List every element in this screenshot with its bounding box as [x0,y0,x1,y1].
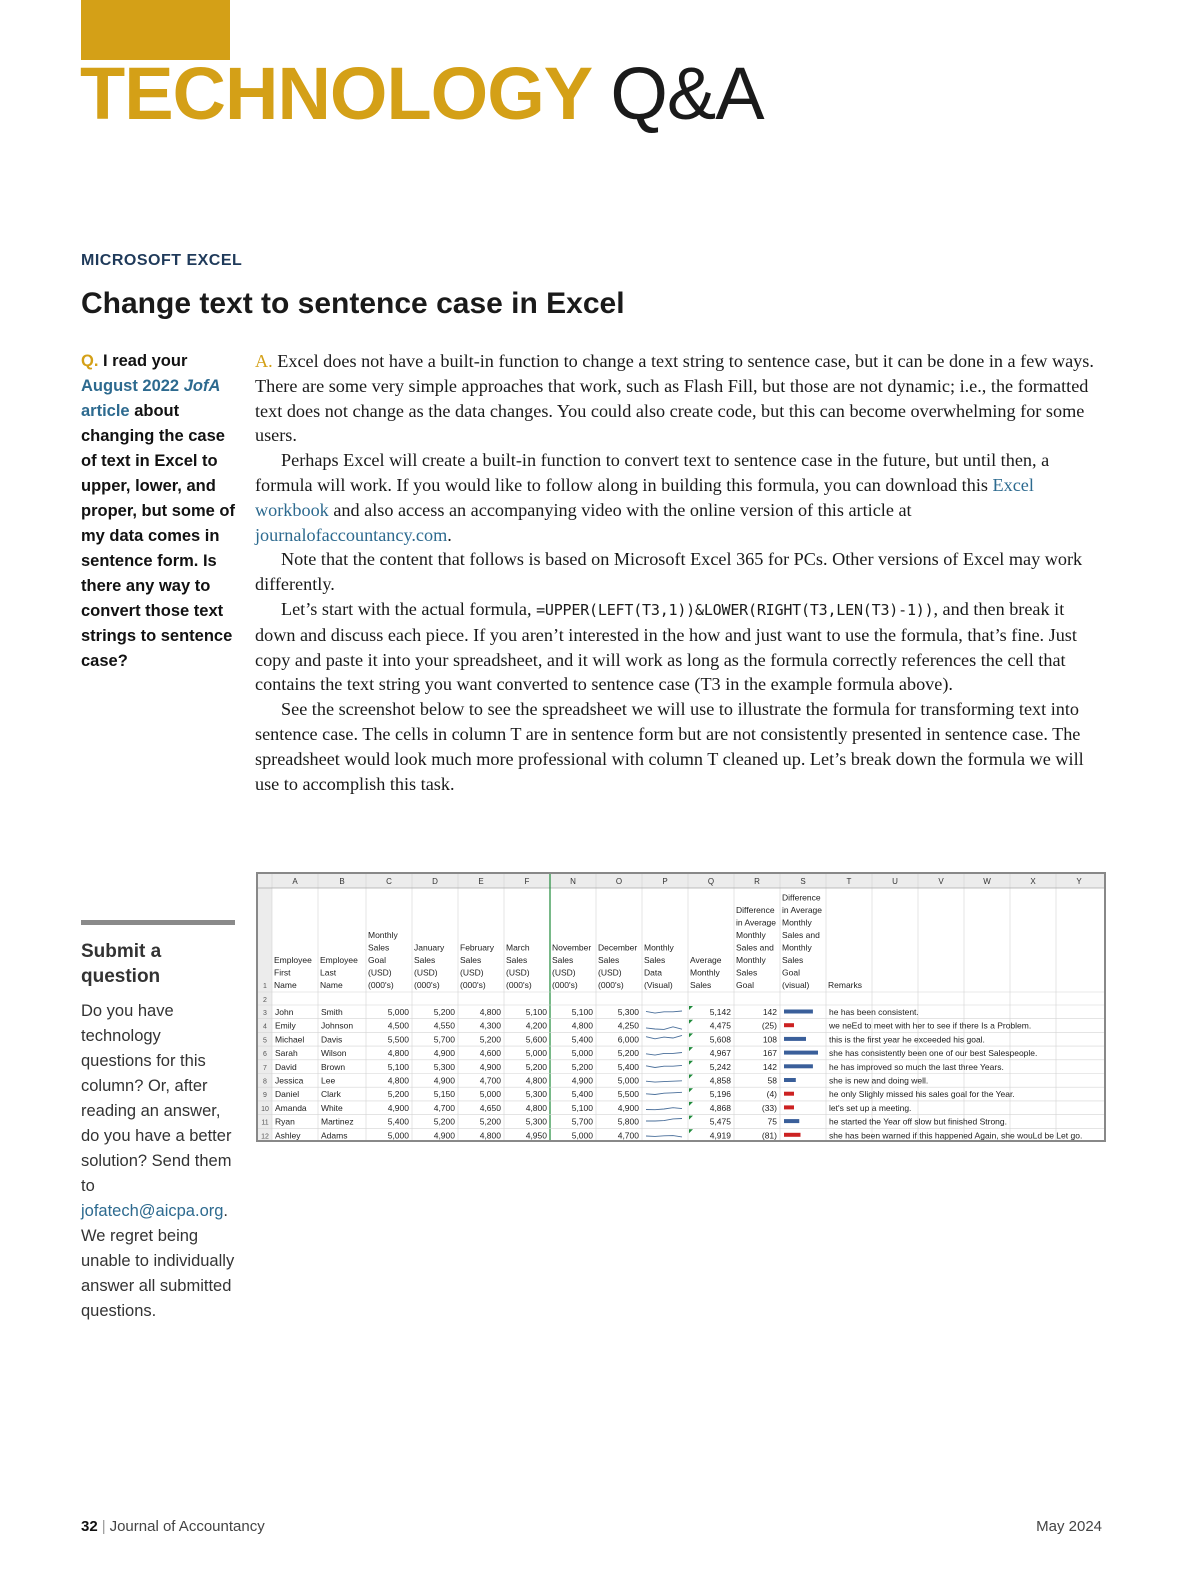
cell-diff: (33) [761,1102,777,1113]
sparkline [646,1035,682,1038]
header-label: March [506,942,530,953]
cell-jan: 4,700 [433,1102,455,1113]
header-label: Sales and [736,942,774,953]
cell-nov: 5,100 [571,1007,593,1017]
cell-last-name: Martinez [321,1116,354,1127]
cell-feb: 4,800 [479,1007,501,1017]
row-number: 5 [263,1037,267,1045]
column-header-bar [258,874,1104,888]
cell-last-name: Lee [321,1075,336,1086]
cell-dec: 4,900 [617,1102,639,1113]
row-number: 1 [263,983,267,990]
data-bar [784,1010,813,1014]
answer-paragraph-4 [255,597,1103,697]
column-letter-Y: Y [1076,877,1082,886]
error-indicator [689,1075,693,1079]
column-letter-E: E [478,877,484,886]
cell-feb: 4,300 [479,1020,501,1031]
column-letter-Q: Q [707,877,715,886]
column-letter-D: D [432,877,438,886]
column-letter-B: B [339,877,345,886]
cell-mar: 5,300 [525,1089,547,1100]
cell-avg: 5,475 [709,1116,731,1127]
cell-first-name: Sarah [275,1048,298,1059]
cell-remark: we neEd to meet with her to see if there Is a Problem. [829,1020,1032,1031]
submit-question-sidebar [81,920,235,1324]
cell-last-name: Clark [321,1089,341,1100]
sidebar-body-text: Do you have technology questions for this column? Or, after reading an answer, do you have a better solution? Send them to [81,1002,232,1195]
column-letter-F: F [524,877,530,886]
column-letter-T: T [846,877,852,886]
header-label: Sales [690,980,712,990]
cell-dec: 5,300 [617,1007,639,1017]
error-indicator [689,1102,693,1106]
cell-diff: (25) [761,1020,777,1031]
link-part-article: article [81,402,130,420]
header-label: Monthly [368,930,398,940]
error-indicator [689,1088,693,1092]
cell-mar: 4,200 [525,1020,547,1031]
header-label: Goal [368,955,386,965]
header-label: Sales [736,967,758,978]
header-label: Sales [644,955,666,965]
column-letter-R: R [754,877,760,886]
answer-paragraph-1-text: Excel does not have a built-in function to change a text string to sentence case, but it can be done in a few ways. There are some very simple approaches that work, such as Flash Fill, but those are not dynamic; i.e., the formatted text does not change as the data changes. You could also create code, but this can become overwhelming for some users. [255,351,1094,446]
cell-feb: 5,000 [479,1089,501,1100]
sidebar-body [81,999,235,1324]
header-label: Last [320,967,337,978]
header-label: Monthly [782,917,812,928]
question-text-lead: I read your [103,352,188,370]
cell-first-name: Emily [275,1020,296,1031]
cell-avg: 4,858 [709,1075,731,1086]
link-part-journal: JofA [183,377,221,395]
cell-goal: 4,800 [387,1048,409,1059]
column-letter-U: U [892,877,898,886]
cell-feb: 4,600 [479,1048,501,1059]
answer-paragraph-1 [255,349,1103,448]
cell-remark: she has consistently been one of our best Salespeople. [829,1048,1038,1059]
masthead-qa: Q&A [610,52,764,135]
sidebar-title: Submit a question [81,941,162,987]
column-letter-S: S [800,877,806,886]
header-label: Average [690,955,722,965]
answer-paragraph-2-end: . [447,524,452,545]
cell-remark: he only Slighly missed his sales goal for the Year. [829,1089,1015,1100]
cell-first-name: Ryan [275,1116,295,1127]
cell-dec: 5,200 [617,1048,639,1059]
header-label: Difference [736,905,775,915]
cell-mar: 5,300 [525,1116,547,1127]
header-label: Data [644,967,662,978]
sparkline [646,1136,682,1137]
column-letter-O: O [615,877,623,886]
header-label: in Average [782,905,823,915]
cell-first-name: Jessica [275,1075,304,1086]
data-bar [784,1092,794,1096]
cell-mar: 5,000 [525,1048,547,1059]
data-bar [784,1078,796,1082]
row-number: 11 [261,1119,269,1127]
cell-diff: (4) [766,1089,777,1100]
sparkline [646,1092,682,1094]
cell-nov: 5,100 [571,1102,593,1113]
footer-left [81,1518,265,1535]
cell-diff: 58 [767,1075,777,1086]
cell-jan: 4,900 [433,1130,455,1140]
cell-nov: 5,000 [571,1130,593,1140]
cell-remark: he has improved so much the last three Years. [829,1061,1004,1072]
header-label: (USD) [460,967,484,978]
header-label: (USD) [506,967,530,978]
header-label: in Average [736,917,777,928]
header-label: First [274,967,291,978]
row-header-bar [258,874,272,1140]
header-label: (visual) [782,980,810,990]
masthead [80,54,764,134]
header-label: (USD) [368,967,392,978]
cell-dec: 5,000 [617,1075,639,1086]
cell-remark: he has been consistent. [829,1007,919,1017]
cell-avg: 5,142 [709,1007,731,1017]
sparkline [646,1108,682,1110]
cell-jan: 4,900 [433,1075,455,1086]
sparkline [646,1119,682,1122]
header-label: Employee [320,955,358,965]
row-number: 3 [263,1010,267,1017]
cell-mar: 5,600 [525,1034,547,1045]
cell-feb: 5,200 [479,1034,501,1045]
cell-goal: 4,800 [387,1075,409,1086]
header-label: (000's) [460,980,486,990]
error-indicator [689,1129,693,1133]
header-label: Difference [782,892,821,903]
cell-dec: 4,250 [617,1020,639,1031]
cell-avg: 4,475 [709,1020,731,1031]
cell-nov: 4,900 [571,1075,593,1086]
cell-jan: 5,700 [433,1034,455,1045]
cell-jan: 5,150 [433,1089,455,1100]
header-label: Sales [506,955,528,965]
data-bar [784,1119,799,1123]
header-label: (000's) [506,980,532,990]
error-indicator [689,1006,693,1010]
cell-goal: 5,500 [387,1034,409,1045]
cell-dec: 4,700 [617,1130,639,1140]
cell-remark: this is the first year he exceeded his goal. [829,1034,985,1045]
column-letter-C: C [386,877,392,886]
cell-diff: 167 [762,1048,777,1059]
cell-nov: 5,000 [571,1048,593,1059]
header-label: Monthly [736,930,766,940]
header-label: December [598,942,638,953]
cell-jan: 4,550 [433,1020,455,1031]
data-bar [784,1133,800,1137]
cell-diff: 142 [762,1007,777,1017]
error-indicator [689,1061,693,1065]
cell-goal: 5,000 [387,1130,409,1140]
cell-first-name: Michael [275,1034,305,1045]
link-part-date: August 2022 [81,377,180,395]
cell-goal: 4,900 [387,1102,409,1113]
row-number: 12 [261,1133,269,1140]
cell-avg: 5,242 [709,1061,731,1072]
header-label: (USD) [414,967,438,978]
cell-nov: 5,400 [571,1089,593,1100]
sidebar-body-text-b: . We regret being unable to individually answer all submitted questions. [81,1202,235,1320]
header-label: Sales [598,955,620,965]
spreadsheet-screenshot [256,872,1106,1142]
header-label: Monthly [690,967,720,978]
cell-last-name: Smith [321,1007,343,1017]
header-label: February [460,942,495,953]
header-label: (Visual) [644,980,673,990]
column-letter-W: W [983,877,991,886]
row-number: 9 [263,1092,267,1100]
cell-feb: 4,650 [479,1102,501,1113]
cell-mar: 4,800 [525,1102,547,1113]
data-bar [784,1105,794,1109]
error-indicator [689,1047,693,1051]
cell-nov: 5,400 [571,1034,593,1045]
header-label: Sales [368,942,390,953]
sparkline [646,1053,682,1056]
cell-remark: let's set up a meeting. [829,1102,912,1113]
answer-paragraph-5: See the screenshot below to see the spreadsheet we will use to illustrate the formula for transforming text into sentence case. The cells in column T are in sentence form but are not consistently presented in sentence case. The spreadsheet would look much more professional with column T cleaned up. Let’s break down the formula we will use to accomplish this task. [255,699,1084,794]
cell-diff: 142 [762,1061,777,1072]
sparkline [646,1011,682,1013]
cell-goal: 5,000 [387,1007,409,1017]
masthead-technology: TECHNOLOGY [80,52,591,135]
answer-paragraph-4-text-b: , and then break it down and discuss each piece. If you aren’t interested in the how and just want to use the formula, that’s fine. Just copy and paste it into your spreadsheet, and it will work as long as the formula correctly references the cell that contains the text string you want converted to sentence case (T3 in the example formula above). [255,598,1077,695]
cell-dec: 5,500 [617,1089,639,1100]
cell-goal: 5,200 [387,1089,409,1100]
cell-goal: 5,400 [387,1116,409,1127]
cell-diff: 75 [767,1116,777,1127]
header-label: Name [320,980,343,990]
cell-remark: she has been warned if this happened Again, she wouLd be Let go. [829,1130,1083,1140]
header-label: (000's) [552,980,578,990]
cell-nov: 5,700 [571,1116,593,1127]
cell-avg: 4,868 [709,1102,731,1113]
answer-paragraph-2-text: Perhaps Excel will create a built-in function to convert text to sentence case in the future, but until then, a formula will work. If you would like to follow along in building this formula, you can download this [255,450,1050,495]
header-label: Sales [552,955,574,965]
answer-paragraph-2-text-b: and also access an accompanying video with the online version of this article at [333,499,912,520]
journal-website-link[interactable]: journalofaccountancy.com [255,524,448,545]
cell-avg: 4,919 [709,1130,731,1140]
cell-feb: 4,700 [479,1075,501,1086]
data-bar [784,1064,813,1068]
cell-mar: 4,950 [525,1130,547,1140]
cell-jan: 5,200 [433,1007,455,1017]
header-label: Monthly [736,955,766,965]
cell-remark: he started the Year off slow but finished Strong. [829,1116,1007,1127]
column-letter-X: X [1030,877,1036,886]
footer-date: May 2024 [1036,1518,1102,1535]
question-marker: Q. [81,352,99,370]
header-label: (000's) [368,980,394,990]
excel-workbook-link[interactable]: Excel workbook [255,474,1034,520]
journal-name: Journal of Accountancy [109,1518,265,1535]
header-label: Sales [460,955,482,965]
formula-text: =UPPER(LEFT(T3,1))&LOWER(RIGHT(T3,LEN(T3)-1)) [536,600,934,619]
section-kicker: MICROSOFT EXCEL [81,252,243,269]
answer-paragraph-4-text: Let’s start with the actual formula, [281,598,532,619]
question-column [81,349,239,674]
sparkline [646,1027,682,1030]
cell-avg: 5,196 [709,1089,731,1100]
cell-last-name: Wilson [321,1048,347,1059]
column-letter-P: P [662,877,668,886]
cell-mar: 5,200 [525,1061,547,1072]
answer-paragraph-3: Note that the content that follows is based on Microsoft Excel 365 for PCs. Other versions of Excel may work differently. [255,549,1083,595]
cell-avg: 5,608 [709,1034,731,1045]
error-indicator [689,1116,693,1120]
column-letter-V: V [938,877,944,886]
header-label: November [552,942,592,953]
header-label: Remarks [828,980,863,990]
row-number: 8 [263,1078,267,1086]
cell-feb: 4,900 [479,1061,501,1072]
column-letter-A: A [292,877,298,886]
header-label: Employee [274,955,312,965]
cell-feb: 4,800 [479,1130,501,1140]
cell-dec: 5,800 [617,1116,639,1127]
cell-mar: 5,100 [525,1007,547,1017]
question-text: about changing the case of text in Excel to upper, lower, and proper, but some of my data comes in sentence form. Is there any way to convert those text strings to sentence case? [81,402,236,670]
data-bar [784,1051,818,1055]
row-number: 2 [263,997,267,1004]
cell-last-name: Davis [321,1034,343,1045]
cell-feb: 5,200 [479,1116,501,1127]
cell-first-name: David [275,1061,297,1072]
error-indicator [689,1033,693,1037]
cell-goal: 4,500 [387,1020,409,1031]
data-bar [784,1037,806,1041]
header-label: Name [274,980,297,990]
data-bar [784,1023,794,1027]
header-label: January [414,942,445,953]
header-label: (000's) [414,980,440,990]
header-label: Sales [414,955,436,965]
masthead-accent-bar [81,0,230,60]
row-number: 6 [263,1051,267,1059]
error-indicator [689,1020,693,1024]
column-letter-N: N [570,877,576,886]
sparkline [646,1081,682,1082]
cell-last-name: White [321,1102,343,1113]
cell-avg: 4,967 [709,1048,731,1059]
cell-nov: 4,800 [571,1020,593,1031]
spreadsheet-grid [258,874,1104,1140]
header-label: Goal [782,967,800,978]
header-label: (USD) [598,967,622,978]
cell-diff: 108 [762,1034,777,1045]
cell-first-name: Daniel [275,1089,300,1100]
header-label: Sales and [782,930,820,940]
answer-marker: A. [255,351,273,371]
cell-first-name: Amanda [275,1102,307,1113]
cell-jan: 4,900 [433,1048,455,1059]
cell-goal: 5,100 [387,1061,409,1072]
cell-dec: 5,400 [617,1061,639,1072]
header-label: Sales [782,955,804,965]
cell-diff: (81) [761,1130,777,1140]
email-link[interactable]: jofatech@aicpa.org [81,1202,224,1220]
row-number: 10 [261,1105,269,1113]
header-label: Monthly [782,942,812,953]
cell-last-name: Adams [321,1130,348,1140]
cell-first-name: John [275,1007,294,1017]
cell-remark: she is new and doing well. [829,1075,929,1086]
article-headline: Change text to sentence case in Excel [81,287,625,320]
sidebar-rule [81,920,235,925]
answer-column [255,349,1103,796]
cell-jan: 5,300 [433,1061,455,1072]
header-label: Goal [736,980,754,990]
row-number: 4 [263,1023,267,1031]
cell-nov: 5,200 [571,1061,593,1072]
header-label: (USD) [552,967,576,978]
sparkline [646,1065,682,1067]
cell-mar: 4,800 [525,1075,547,1086]
cell-last-name: Johnson [321,1020,354,1031]
answer-paragraph-2 [255,448,1103,547]
header-label: Monthly [644,942,674,953]
row-number: 7 [263,1064,267,1072]
cell-dec: 6,000 [617,1034,639,1045]
cell-jan: 5,200 [433,1116,455,1127]
cell-last-name: Brown [321,1061,346,1072]
cell-first-name: Ashley [275,1130,301,1140]
page-number: 32 [81,1518,98,1535]
footer-separator: | [101,1518,106,1535]
header-label: (000's) [598,980,624,990]
